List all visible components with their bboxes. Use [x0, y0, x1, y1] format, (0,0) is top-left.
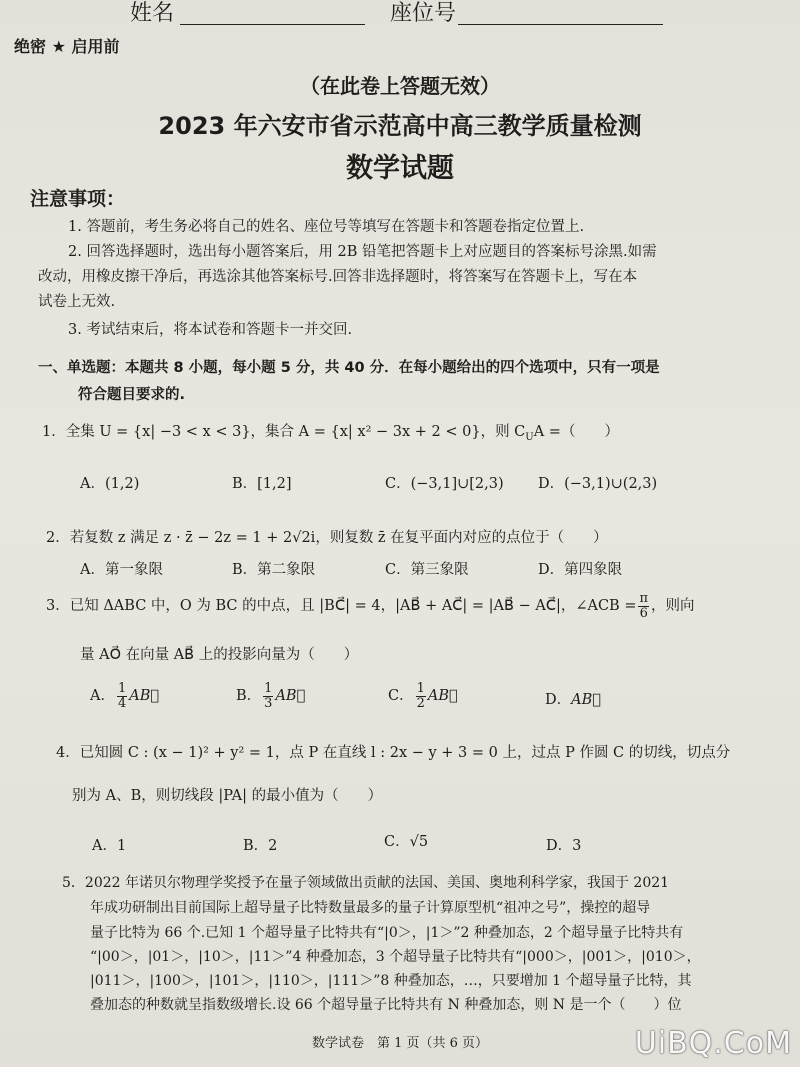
- q3-option-c: [388, 682, 458, 710]
- q2-option-d: D．第四象限: [538, 562, 623, 578]
- section-heading-line: 符合题目要求的.: [78, 387, 186, 403]
- q3-option-b: [236, 682, 305, 710]
- fraction-numerator: 1: [416, 681, 425, 696]
- vector-ab: AB⃗: [571, 692, 601, 708]
- q3-option-d-letter: D．: [545, 692, 572, 708]
- question-5-line: |011＞，|100＞，|101＞，|110＞，|111＞”8 种叠加态，…，只要增加 1 个超导量子比特，其: [90, 973, 692, 989]
- q2-option-b: B．第二象限: [232, 562, 316, 578]
- question-1-stem: [42, 420, 619, 443]
- question-5-line: “|00＞，|01＞，|10＞，|11＞”4 种叠加态，3 个超导量子比特共有“|000＞，|001＞，|010＞，: [90, 949, 701, 965]
- question-5-line: 量子比特为 66 个.已知 1 个超导量子比特共有“|0＞，|1＞”2 种叠加态，2 个超导量子比特共有: [90, 925, 684, 941]
- fraction-denominator: 3: [264, 695, 273, 711]
- q1-option-c: C．(−3,1]∪[2,3): [385, 476, 504, 492]
- watermark-logo: UiBQ.CoM: [634, 1026, 792, 1061]
- q2-option-a: A．第一象限: [80, 562, 163, 578]
- q4-option-a: A．1: [92, 838, 127, 854]
- vector-ab: AB⃗: [427, 688, 458, 705]
- q3-six: 6: [639, 605, 648, 621]
- page-footer: 数学试卷 第 1 页（共 6 页）: [311, 1036, 489, 1051]
- q1-option-d: D．(−3,1)∪(2,3): [538, 476, 658, 492]
- name-blank: [180, 24, 365, 25]
- q4-option-c: C．√5: [384, 834, 429, 850]
- section-heading: [38, 356, 660, 404]
- instruction-line: 3. 考试结束后，将本试卷和答题卡一并交回.: [68, 322, 353, 338]
- question-4-line-2: 别为 A、B，则切线段 |PA| 的最小值为（ ）: [72, 788, 383, 804]
- confidential-label: 绝密 ★ 启用前: [14, 37, 120, 56]
- question-3-line-1: [46, 592, 695, 620]
- q3-option-d: [545, 688, 601, 709]
- section-heading-line: 一、单选题：本题共 8 小题，每小题 5 分，共 40 分．在每小题给出的四个选项中，只有一项是: [38, 360, 660, 376]
- q1-stem-tail: A =（ ）: [533, 424, 619, 440]
- q1-option-b: B．[1,2]: [232, 476, 292, 492]
- fraction-numerator: 1: [264, 681, 273, 696]
- q1-subscript: U: [525, 431, 534, 443]
- q3-option-b-fraction: [263, 682, 273, 710]
- question-5-line: 5．2022 年诺贝尔物理学奖授予在量子领域做出贡献的法国、美国、奥地利科学家，我国于 2021: [62, 875, 670, 891]
- q3-option-a: [90, 682, 159, 710]
- header-fields: [0, 0, 800, 34]
- vector-ab: AB⃗: [275, 688, 306, 705]
- q3-option-c-letter: C．: [388, 688, 414, 705]
- q3-option-b-letter: B．: [236, 688, 262, 705]
- q3-pi: π: [639, 591, 649, 606]
- q3-option-c-fraction: [416, 682, 426, 710]
- seat-label: 座位号: [390, 1, 457, 26]
- question-5-line: 叠加态的种数就呈指数级增长.设 66 个超导量子比特共有 N 种叠加态，则 N 是一个（ ）位: [90, 997, 682, 1013]
- q4-option-b: B．2: [243, 838, 278, 854]
- question-4-line-1: 4．已知圆 C : (x − 1)² + y² = 1，点 P 在直线 l : 2x − y + 3 = 0 上，过点 P 作圆 C 的切线，切点分: [56, 745, 731, 761]
- q3-text-a: 3．已知 ΔABC 中，O 为 BC 的中点，且 |BC⃗| = 4，|AB⃗ + AC⃗| = |AB⃗ − AC⃗|，∠ACB =: [46, 598, 637, 615]
- instruction-line: 改动，用橡皮擦干净后，再选涂其他答案标号.回答非选择题时，将答案写在答题卡上，写在本: [38, 269, 638, 285]
- question-3-line-2: 量 AO⃗ 在向量 AB⃗ 上的投影向量为（ ）: [80, 647, 359, 663]
- instructions-heading: 注意事项：: [30, 188, 126, 210]
- q2-option-c: C．第三象限: [385, 562, 469, 578]
- q1-option-a: A．(1,2): [80, 476, 140, 492]
- bleed-through-text: [560, 40, 714, 60]
- exam-title: 2023 年六安市省示范高中高三教学质量检测: [158, 112, 642, 140]
- answer-invalid-notice: （在此卷上答题无效）: [300, 74, 500, 98]
- subject-title: 数学试题: [346, 153, 454, 184]
- question-2-stem: 2．若复数 z 满足 z · z̄ − 2z = 1 + 2√2i，则复数 z̄ 在复平面内对应的点位于（ ）: [46, 530, 608, 546]
- instruction-line: 试卷上无效.: [38, 294, 116, 310]
- question-5-line: 年成功研制出目前国际上超导量子比特数量最多的量子计算原型机“祖冲之号”，操控的超导: [90, 900, 651, 916]
- q4-option-d: D．3: [546, 838, 582, 854]
- name-label: 姓名: [130, 1, 175, 26]
- fraction-denominator: 2: [416, 695, 425, 711]
- instruction-line: 1. 答题前，考生务必将自己的姓名、座位号等填写在答题卡和答题卷指定位置上.: [68, 219, 585, 235]
- seat-blank: [458, 24, 663, 25]
- q3-option-a-fraction: [117, 682, 127, 710]
- q3-text-b: ，则向: [651, 598, 695, 615]
- instruction-line: 2. 回答选择题时，选出每小题答案后，用 2B 铅笔把答题卡上对应题目的答案标号涂黑.如需: [68, 244, 657, 260]
- q3-angle-fraction: [638, 592, 649, 620]
- fraction-denominator: 4: [117, 695, 127, 711]
- vector-ab: AB⃗: [129, 688, 160, 705]
- fraction-numerator: 1: [117, 681, 127, 696]
- q1-stem-text: 1．全集 U = {x| −3 < x < 3}，集合 A = {x| x² − 3x + 2 < 0}，则 C: [42, 424, 526, 440]
- q3-option-a-letter: A．: [90, 688, 115, 705]
